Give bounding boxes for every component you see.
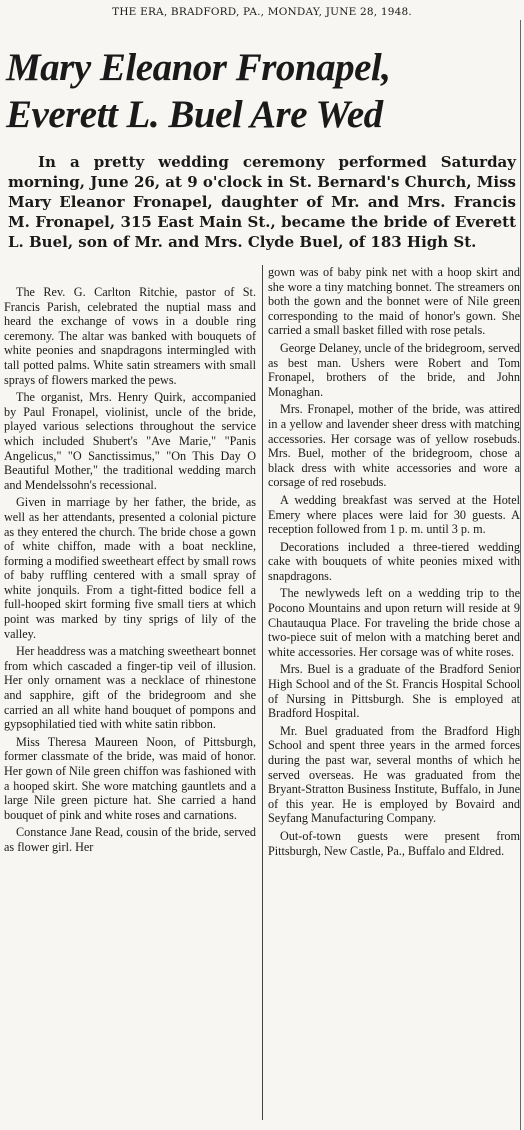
- headline-line-1: Mary Eleanor Fronapel,: [6, 46, 391, 89]
- article-paragraph: Miss Theresa Maureen Noon, of Pittsburgh, former classmate of the bride, was maid of honor. Her gown of Nile green chiffon was fashioned with a hooped skirt. She wore matching gauntlets and a large Nile green picture hat. She carried a hand bouquet of pink and white roses and carnations.: [4, 734, 256, 822]
- lead-paragraph: In a pretty wedding ceremony performed Saturday morning, June 26, at 9 o'clock in St. Bernard's Church, Miss Mary Eleanor Fronapel, daughter of Mr. and Mrs. Francis M. Fronapel, 315 East Main St., became the bride of Everett L. Buel, son of Mr. and Mrs. Clyde Buel, of 183 High St.: [8, 153, 516, 251]
- article-paragraph: Mrs. Buel is a graduate of the Bradford Senior High School and of the St. Francis Hospital School of Nursing in Pittsburgh. She is employed at Bradford Hospital.: [268, 662, 520, 721]
- article-paragraph: The newlyweds left on a wedding trip to the Pocono Mountains and upon return will reside at 9 Chautauqua Place. For traveling the bride chose a two-piece suit of melon with a matching beret and white accessories. Her corsage was of white roses.: [268, 586, 520, 659]
- headline-line-2: Everett L. Buel Are Wed: [6, 93, 383, 136]
- article-paragraph: The Rev. G. Carlton Ritchie, pastor of St. Francis Parish, celebrated the nuptial mass and heard the exchange of vows in a double ring ceremony. The altar was banked with bouquets of white peonies and snapdragons intermingled with tall potted palms. White satin streamers with small sprays of flowers marked the pews.: [4, 285, 256, 387]
- article-paragraph: George Delaney, uncle of the bridegroom, served as best man. Ushers were Robert and Tom Fronapel, brothers of the bride, and John Monaghan.: [268, 340, 520, 399]
- column-divider: [262, 265, 263, 1120]
- article-paragraph: Given in marriage by her father, the bride, as well as her attendants, presented a colonial picture as they entered the church. The bride chose a gown of white chiffon, made with a boat neckline, forming a modified sweetheart effect by small rows of baby ruffling centered with a small spray of white jonquils. From a tight-fitted bodice fell a full-hooped skirt forming five small tiers at which point was marked by tiny sprigs of lily of the valley.: [4, 495, 256, 641]
- right-column: [268, 265, 520, 861]
- headline: [6, 44, 518, 138]
- article-paragraph: Mr. Buel graduated from the Bradford High School and spent three years in the armed forces during the past war, several months of which he served overseas. He was graduated from the Bryant-Stratton Business Institute, Buffalo, in June of this year. He is employed by Bovaird and Seyfang Manufacturing Company.: [268, 723, 520, 826]
- dateline: THE ERA, BRADFORD, PA., MONDAY, JUNE 28, 1948.: [112, 6, 412, 18]
- clipping-edge: [520, 20, 521, 1130]
- article-paragraph: Mrs. Fronapel, mother of the bride, was attired in a yellow and lavender sheer dress with matching accessories. Her corsage was of yellow rosebuds. Mrs. Buel, mother of the bridegroom, chose a black dress with white accessories and wore a corsage of red rosebuds.: [268, 402, 520, 490]
- left-column: [4, 285, 256, 858]
- article-paragraph: Out-of-town guests were present from Pittsburgh, New Castle, Pa., Buffalo and Eldred.: [268, 828, 520, 858]
- article-paragraph: Constance Jane Read, cousin of the bride, served as flower girl. Her: [4, 825, 256, 854]
- article-paragraph: Decorations included a three-tiered wedding cake with bouquets of white peonies mixed with snapdragons.: [268, 539, 520, 583]
- article-paragraph: gown was of baby pink net with a hoop skirt and she wore a tiny matching bonnet. The streamers on both the gown and the bonnet were of Nile green corresponding to the maid of honor's gown. She carried a small basket filled with rose petals.: [268, 265, 520, 338]
- article-paragraph: The organist, Mrs. Henry Quirk, accompanied by Paul Fronapel, violinist, uncle of the bride, played various selections throughout the service which included Shubert's "Ave Marie," "Panis Angelicus," "O Sanctissimus," "On This Day O Beautiful Mother," the traditional wedding march and Mendelssohn's recessional.: [4, 390, 256, 492]
- article-paragraph: A wedding breakfast was served at the Hotel Emery where places were laid for 30 guests. A reception followed from 1 p. m. until 3 p. m.: [268, 492, 520, 537]
- article-paragraph: Her headdress was a matching sweetheart bonnet from which cascaded a finger-tip veil of illusion. Her only ornament was a necklace of rhinestone and sapphire, gift of the bridegroom and she carried an all white hand bouquet of pompons and gypsophilatied tied with white satin ribbon.: [4, 644, 256, 732]
